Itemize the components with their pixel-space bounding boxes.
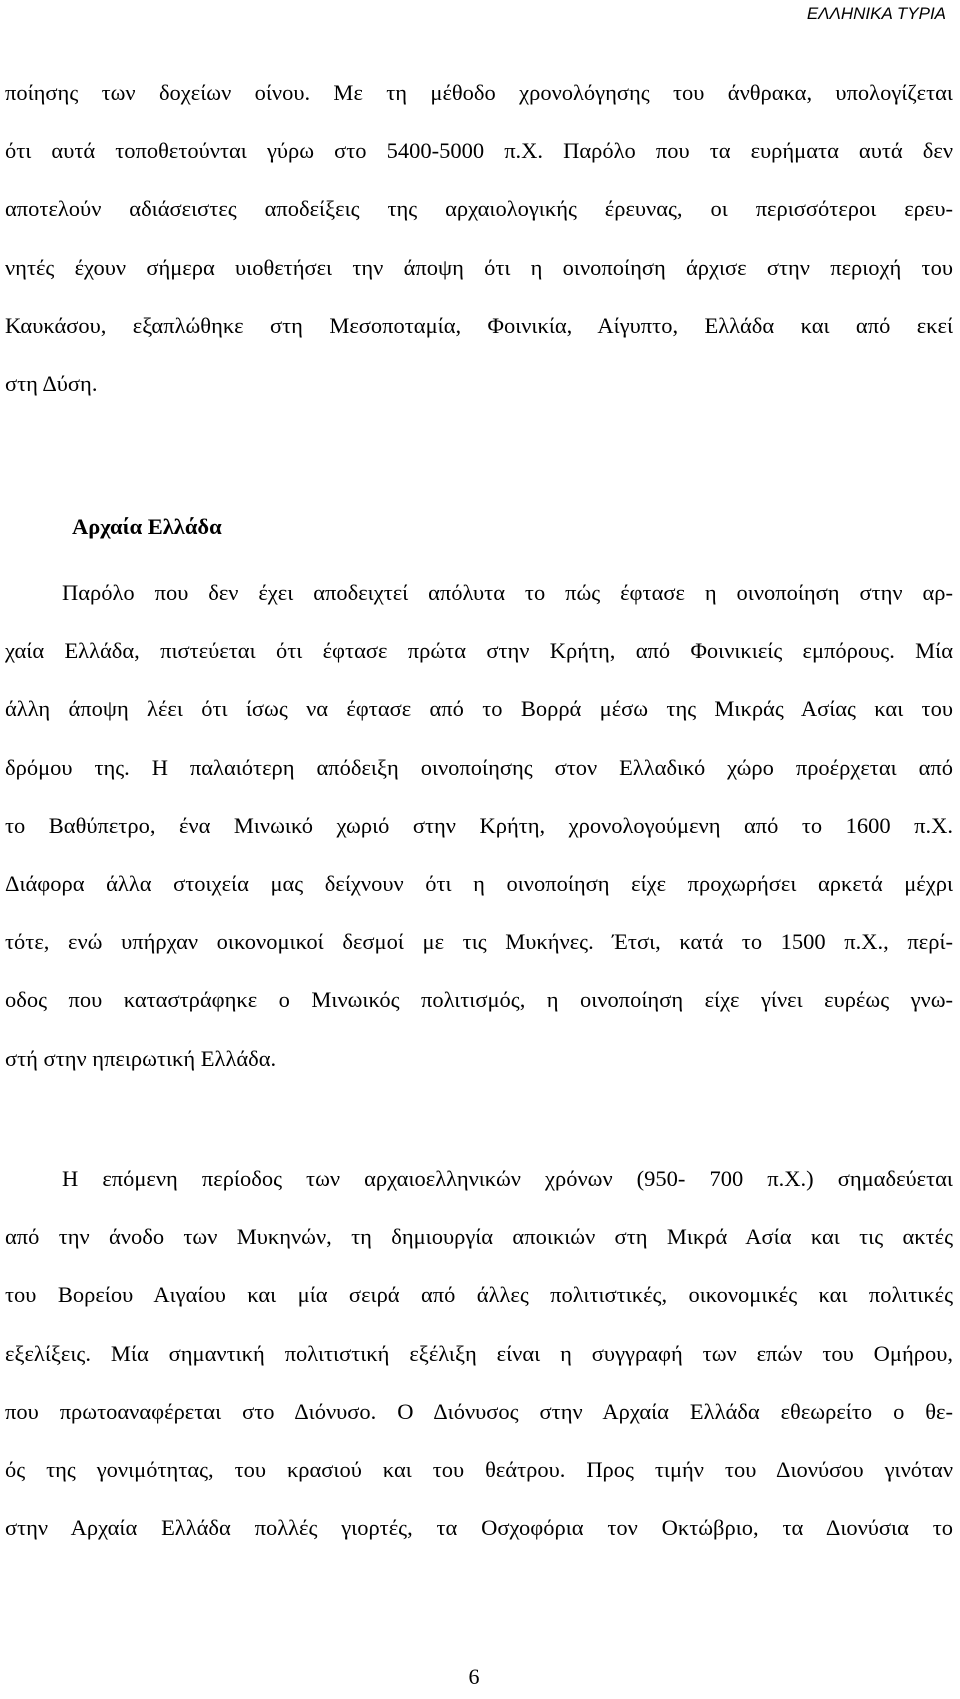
text-line: ότι αυτά τοποθετούνται γύρω στο 5400-5000 π.Χ. Παρόλο που τα ευρήματα αυτά δεν <box>5 138 953 164</box>
text-line: Διάφορα άλλα στοιχεία μας δείχνουν ότι η οινοποίηση είχε προχωρήσει αρκετά μέχρι <box>5 870 953 896</box>
section-paragraph-2 <box>5 1150 953 1557</box>
text-line: στην Αρχαία Ελλάδα πολλές γιορτές, τα Οσχοφόρια τον Οκτώβριο, τα Διονύσια το <box>5 1515 953 1541</box>
text-line: νητές έχουν σήμερα υιοθετήσει την άποψη ότι η οινοποίηση άρχισε στην περιοχή του <box>5 254 953 280</box>
text-line: που πρωτοαναφέρεται στο Διόνυσο. Ο Διόνυσος στην Αρχαία Ελλάδα εθεωρείτο ο θε- <box>5 1398 953 1424</box>
text-line: εξελίξεις. Μία σημαντική πολιτιστική εξέλιξη είναι η συγγραφή των επών του Ομήρου, <box>5 1340 953 1366</box>
text-line: τότε, ενώ υπήρχαν οικονομικοί δεσμοί με τις Μυκήνες. Έτσι, κατά το 1500 π.Χ., περί- <box>5 929 953 955</box>
text-line: στη Δύση. <box>5 370 98 396</box>
running-header: ΕΛΛΗΝΙΚΑ ΤΥΡΙΑ <box>806 4 946 23</box>
text-line: του Βορείου Αιγαίου και μία σειρά από άλλες πολιτιστικές, οικονομικές και πολιτικές <box>5 1282 953 1308</box>
intro-paragraph <box>5 64 953 413</box>
page-number: 6 <box>468 1664 480 1689</box>
text-line: από την άνοδο των Μυκηνών, τη δημιουργία αποικιών στη Μικρά Ασία και τις ακτές <box>5 1224 953 1250</box>
text-line: ός της γονιμότητας, του κρασιού και του θεάτρου. Προς τιμήν του Διονύσου γινόταν <box>5 1456 953 1482</box>
text-line: αποτελούν αδιάσειστες αποδείξεις της αρχαιολογικής έρευνας, οι περισσότεροι ερευ- <box>5 196 953 222</box>
section-paragraph-1 <box>5 564 953 1088</box>
text-line: άλλη άποψη λέει ότι ίσως να έφτασε από το Βορρά μέσω της Μικράς Ασίας και του <box>5 696 953 722</box>
text-line: χαία Ελλάδα, πιστεύεται ότι έφτασε πρώτα στην Κρήτη, από Φοινικιείς εμπόρους. Μία <box>5 638 953 664</box>
section-heading: Αρχαία Ελλάδα <box>72 514 222 539</box>
text-line: το Βαθύπετρο, ένα Μινωικό χωριό στην Κρήτη, χρονολογούμενη από το 1600 π.Χ. <box>5 812 953 838</box>
text-line: στή στην ηπειρωτική Ελλάδα. <box>5 1045 277 1071</box>
text-line: ποίησης των δοχείων οίνου. Με τη μέθοδο χρονολόγησης του άνθρακα, υπολογίζεται <box>5 80 953 105</box>
text-line: Η επόμενη περίοδος των αρχαιοελληνικών χρόνων (950- 700 π.Χ.) σημαδεύεται <box>62 1166 953 1191</box>
text-line: Παρόλο που δεν έχει αποδειχτεί απόλυτα το πώς έφτασε η οινοποίηση στην αρ- <box>62 580 953 605</box>
text-line: Καυκάσου, εξαπλώθηκε στη Μεσοποταμία, Φοινικία, Αίγυπτο, Ελλάδα και από εκεί <box>5 312 953 338</box>
text-line: οδος που καταστράφηκε ο Μινωικός πολιτισμός, η οινοποίηση είχε γίνει ευρέως γνω- <box>5 987 953 1013</box>
text-line: δρόμου της. Η παλαιότερη απόδειξη οινοποίησης στον Ελλαδικό χώρο προέρχεται από <box>5 754 953 780</box>
